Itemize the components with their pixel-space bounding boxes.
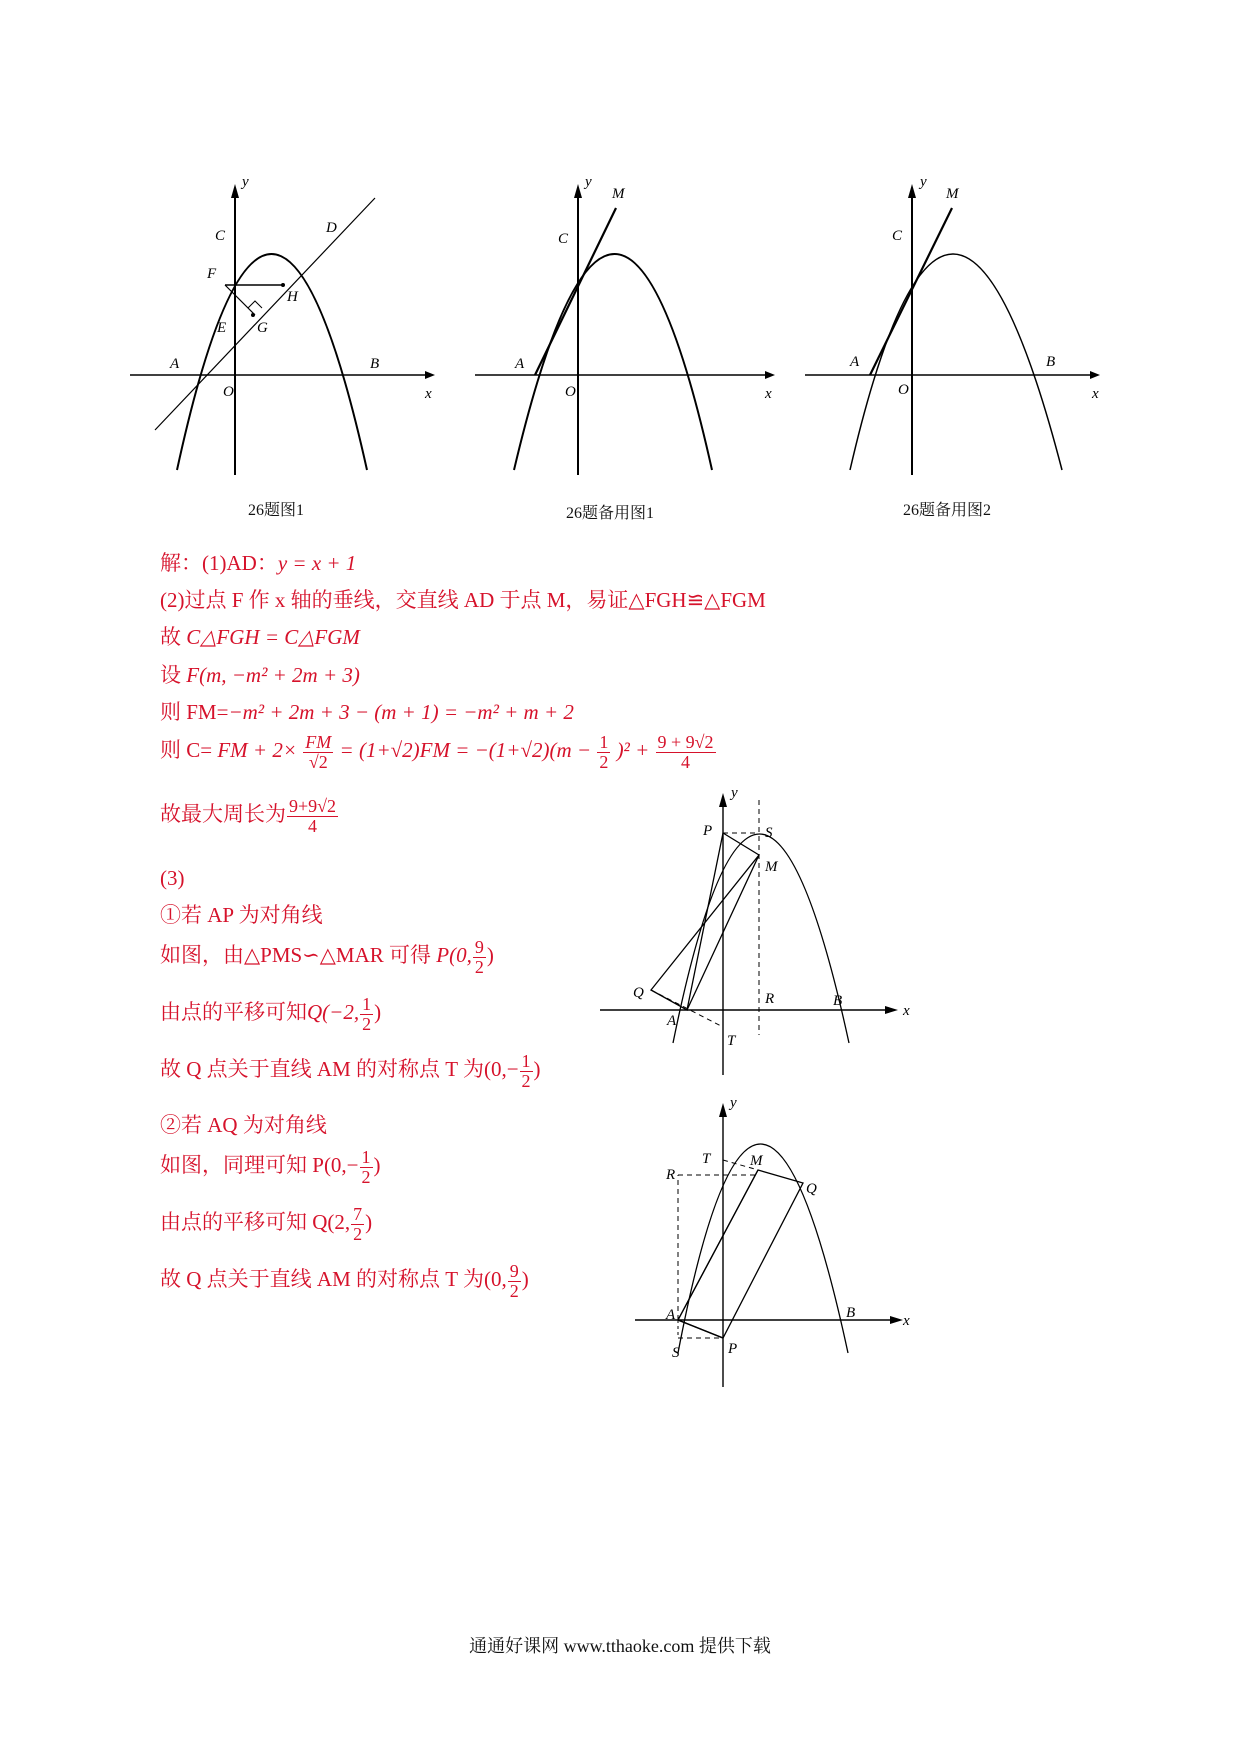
parabola (177, 254, 367, 470)
label-o: O (223, 384, 234, 400)
label-o: O (898, 382, 909, 398)
label-o: O (565, 384, 576, 400)
figure-26-backup-1 (470, 170, 790, 480)
label-b: B (846, 1305, 856, 1321)
fraction: $\frac{9 + 9√2}{4}$ (657, 733, 714, 772)
solution-line-12: 故 Q 点关于直线 AM 的对称点 T 为(0,− $\frac{1}{2}$ ) (160, 1051, 541, 1091)
label-b: B (833, 993, 843, 1009)
label-b: B (1046, 354, 1056, 370)
segment-am (678, 1170, 758, 1320)
solution-line-14: 如图，同理可知 P(0,− $\frac{1}{2}$ ) (160, 1147, 381, 1187)
solution-line-2: (2)过点 F 作 x 轴的垂线，交直线 AD 于点 M，易证△FGH≌△FGM (160, 588, 766, 612)
parabola (850, 254, 1062, 470)
y-axis-arrow (719, 1103, 727, 1117)
solution-line-3: 故 C△FGH = C△FGM (160, 625, 360, 649)
label-m: M (946, 186, 959, 202)
label-y: y (920, 174, 927, 190)
solution-line-8: (3) (160, 866, 185, 890)
fraction: $\frac{1}{2}$ (362, 994, 372, 1034)
label-p: P (728, 1341, 738, 1357)
label-q: Q (633, 985, 644, 1001)
segment-ap (678, 1320, 723, 1338)
parallelogram-ampq (678, 1170, 803, 1338)
x-axis-arrow (885, 1006, 898, 1014)
parallelogram-apmq (651, 833, 759, 1010)
label-y: y (585, 174, 592, 190)
y-axis-arrow (908, 184, 916, 198)
solution-line-4: 设 F(m, −m² + 2m + 3) (160, 663, 360, 687)
fraction: $\frac{1}{2}$ (521, 1051, 531, 1091)
label-s: S (672, 1345, 680, 1361)
label-a: A (515, 356, 525, 372)
label-y: y (731, 785, 738, 801)
fraction: $\frac{1}{2}$ (361, 1147, 371, 1187)
label-a: A (666, 1307, 676, 1323)
label-x: x (425, 386, 432, 402)
parabola (514, 254, 712, 470)
footer: 通通好课网 www.tthaoke.com 提供下载 (469, 1636, 771, 1656)
fraction: $\frac{1}{2}$ (599, 733, 609, 772)
caption-fig2: 26题备用图1 (566, 505, 655, 522)
x-axis-arrow (890, 1316, 903, 1324)
label-a: A (850, 354, 860, 370)
caption-fig1: 26题图1 (248, 502, 305, 519)
label-c: C (215, 228, 226, 244)
label-m: M (750, 1153, 763, 1169)
point-h (281, 283, 285, 287)
label-s: S (765, 825, 773, 841)
x-axis-arrow (1090, 371, 1100, 379)
label-r: R (666, 1167, 676, 1183)
y-axis-arrow (574, 184, 582, 198)
label-a: A (170, 356, 180, 372)
right-angle-mark (248, 301, 262, 308)
label-x: x (903, 1313, 910, 1329)
label-h: H (287, 289, 298, 305)
x-axis-arrow (425, 371, 435, 379)
solution-line-11: 由点的平移可知Q(−2, $\frac{1}{2}$ ) (160, 994, 382, 1034)
label-r: R (765, 991, 775, 1007)
solution-line-15: 由点的平移可知 Q(2, $\frac{7}{2}$ ) (160, 1204, 373, 1244)
label-x: x (765, 386, 772, 402)
fraction: $\frac{9+9√2}{4}$ (289, 796, 337, 836)
parabola (678, 1144, 848, 1353)
solution-line-13: ②若 AQ 为对角线 (160, 1113, 327, 1137)
solution-line-6: 则 C= FM + 2× $\frac{FM}{√2}$ = (1+√2)FM = −(1+√2)(m − $\frac{1}{2}$ )² + $\frac{9 + 9√2}{4}$ (160, 733, 714, 772)
x-axis-arrow (765, 371, 775, 379)
label-a: A (667, 1013, 677, 1029)
label-m: M (765, 859, 778, 875)
solution-line-7: 故最大周长为 $\frac{9+9√2}{4}$ (160, 796, 337, 836)
label-g: G (257, 320, 268, 336)
label-y: y (242, 174, 249, 190)
label-t: T (727, 1033, 736, 1049)
solution-line-10: 如图，由△PMS∽△MAR 可得 P(0, $\frac{9}{2}$ ) (160, 937, 494, 977)
label-e: E (217, 320, 227, 336)
label-y: y (730, 1095, 737, 1111)
label-f: F (207, 266, 217, 282)
label-x: x (903, 1003, 910, 1019)
segment-fg (225, 285, 255, 315)
y-axis-arrow (719, 793, 727, 807)
label-x: x (1092, 386, 1099, 402)
figure-26-backup-2 (800, 170, 1120, 480)
solution-line-5: 则 FM=−m² + 2m + 3 − (m + 1) = −m² + m + 2 (160, 700, 574, 724)
solution-line-16: 故 Q 点关于直线 AM 的对称点 T 为(0, $\frac{9}{2}$ ) (160, 1261, 529, 1301)
segment-am (535, 208, 616, 375)
solution-line-1: 解：(1)AD：y = x + 1 (160, 551, 357, 575)
label-p: P (703, 823, 713, 839)
figure-26-1 (125, 170, 445, 480)
line-ad (155, 198, 375, 430)
fraction: $\frac{9}{2}$ (474, 937, 484, 977)
caption-fig3: 26题备用图2 (903, 502, 992, 519)
label-d: D (326, 220, 337, 236)
point-g (251, 313, 255, 317)
parabola (673, 834, 849, 1043)
fraction: $\frac{7}{2}$ (353, 1204, 363, 1244)
label-t: T (702, 1151, 711, 1167)
y-axis-arrow (231, 184, 239, 198)
figure-ap-diagonal (595, 785, 935, 1085)
fraction: $\frac{FM}{√2}$ (305, 733, 332, 772)
label-q: Q (806, 1181, 817, 1197)
label-b: B (370, 356, 380, 372)
solution-line-9: ①若 AP 为对角线 (160, 903, 323, 927)
fraction: $\frac{9}{2}$ (509, 1261, 519, 1301)
dashed-segment-qt (651, 990, 723, 1027)
label-m: M (612, 186, 625, 202)
label-c: C (892, 228, 903, 244)
figure-aq-diagonal (630, 1095, 950, 1395)
label-c: C (558, 231, 569, 247)
